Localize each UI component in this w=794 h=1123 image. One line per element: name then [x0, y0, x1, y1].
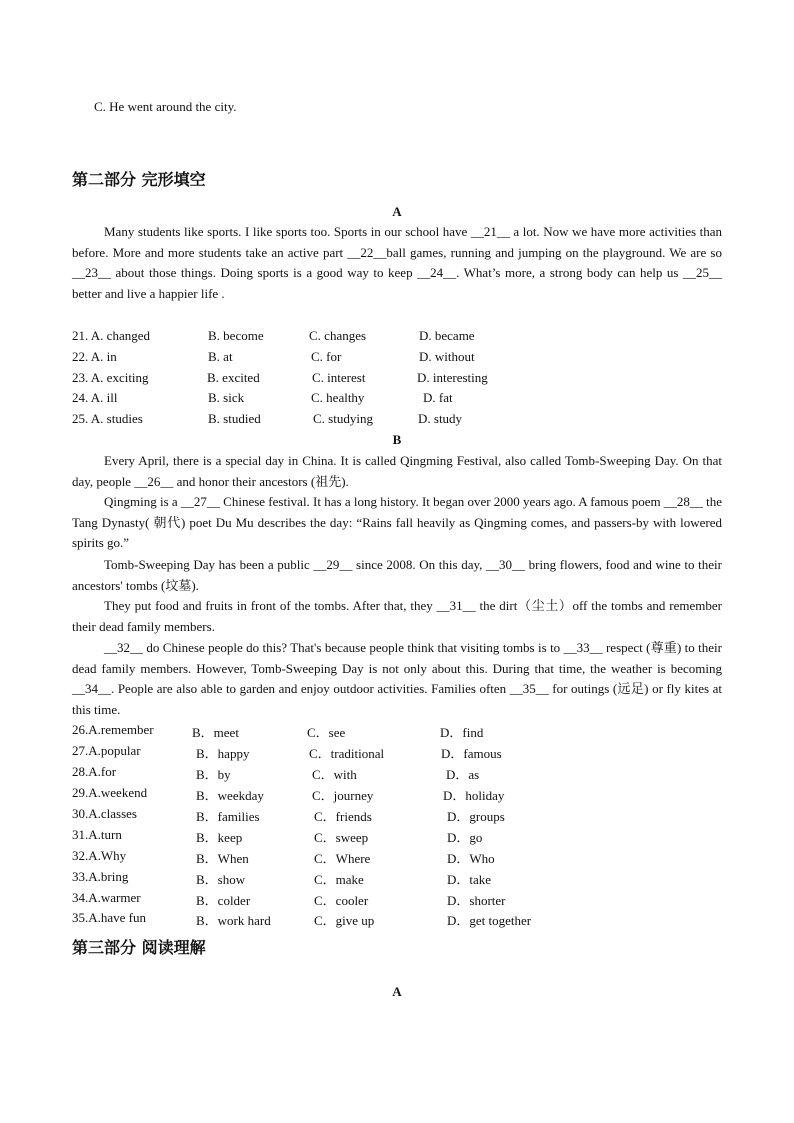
question-row	[72, 827, 732, 845]
option-c: C．traditional	[309, 746, 385, 761]
option-c: C．sweep	[314, 830, 369, 845]
question-row	[72, 764, 732, 782]
option-d: D．find	[440, 725, 484, 740]
option-d: D．go	[447, 830, 483, 845]
option-b: B．weekday	[196, 788, 264, 803]
option-a: 27.A.popular	[72, 743, 141, 758]
option-b: B．colder	[196, 893, 251, 908]
option-a: 34.A.warmer	[72, 890, 141, 905]
option-d: D. fat	[423, 390, 453, 405]
option-b: B．happy	[196, 746, 250, 761]
question-row	[72, 848, 732, 866]
option-a: 31.A.turn	[72, 827, 122, 842]
option-c: C. interest	[312, 370, 366, 385]
passage-b-paragraph: __32__ do Chinese people do this? That's because people think that visiting tombs is to __33__ respect (尊重) to their dead family members. However, Tomb-Sweeping Day is not only about this. During that time, the weather is becoming __34__. People are also able to garden and enjoy outdoor activities. Families often __35__ for outings (远足) or fly kites at this time.	[72, 640, 722, 718]
question-row	[72, 349, 732, 367]
passage-b-paragraph: Qingming is a __27__ Chinese festival. It has a long history. It began over 2000 years ago. A famous poem __28__ the Tang Dynasty( 朝代) poet Du Mu describes the day: “Rains fall heavily as Qingming comes, and passers-by with lowered spirits go.”	[72, 494, 722, 551]
option-b: B. excited	[207, 370, 260, 385]
option-a: 32.A.Why	[72, 848, 127, 863]
question-row	[72, 806, 732, 824]
option-d: D. interesting	[417, 370, 488, 385]
option-b: B．families	[196, 809, 260, 824]
question-row	[72, 390, 732, 408]
option-c: C. for	[311, 349, 342, 364]
part3-section-a-label: A	[392, 984, 402, 999]
option-a: 23. A. exciting	[72, 370, 149, 385]
question-row	[72, 722, 732, 740]
passage-a-paragraph: Many students like sports. I like sports too. Sports in our school have __21__ a lot. Now we have more activities than before. More and more students take an active part __22__ball games, running and jumping on the playground. We are so __23__ about those things. Doing sports is a good way to keep __24__. What’s more, a strong body can help us __25__ better and live a happier life .	[72, 224, 722, 302]
question-row	[72, 411, 732, 429]
option-a: 24. A. ill	[72, 390, 118, 405]
option-c: C. healthy	[311, 390, 365, 405]
part2-heading: 第二部分 完形填空	[72, 170, 206, 189]
option-c: C．with	[312, 767, 357, 782]
option-c: C．make	[314, 872, 364, 887]
option-c: C．see	[307, 725, 346, 740]
option-a: 30.A.classes	[72, 806, 137, 821]
option-d: D．Who	[447, 851, 495, 866]
question-row	[72, 370, 732, 388]
option-d: D．get together	[447, 913, 532, 928]
option-a: 29.A.weekend	[72, 785, 148, 800]
option-b: B. at	[208, 349, 233, 364]
passage-b-paragraph: They put food and fruits in front of the tombs. After that, they __31__ the dirt（尘土）off the tombs and remember their dead family members.	[72, 598, 722, 634]
option-d: D. study	[418, 411, 463, 426]
option-c: C. studying	[313, 411, 373, 426]
option-b: B．meet	[192, 725, 239, 740]
option-c: C．cooler	[314, 893, 369, 908]
question-row	[72, 890, 732, 908]
option-a: 22. A. in	[72, 349, 117, 364]
option-a: 33.A.bring	[72, 869, 129, 884]
option-d: D．shorter	[447, 893, 506, 908]
option-c: C．give up	[314, 913, 375, 928]
passage-b-paragraph: Every April, there is a special day in China. It is called Qingming Festival, also called Tomb-Sweeping Day. On that day, people __26__ and honor their ancestors (祖先).	[72, 453, 722, 489]
option-a: 26.A.remember	[72, 722, 154, 737]
option-b: B. become	[208, 328, 264, 343]
question-row	[72, 785, 732, 803]
option-a: 28.A.for	[72, 764, 117, 779]
option-a: 25. A. studies	[72, 411, 143, 426]
previous-option-c: C. He went around the city.	[94, 99, 237, 114]
option-d: D. without	[419, 349, 475, 364]
option-d: D. became	[419, 328, 475, 343]
option-a: 35.A.have fun	[72, 910, 147, 925]
section-a-label: A	[392, 204, 402, 219]
option-c: C．Where	[314, 851, 371, 866]
option-c: C. changes	[309, 328, 367, 343]
option-d: D．take	[447, 872, 492, 887]
option-c: C．journey	[312, 788, 374, 803]
question-row	[72, 910, 732, 928]
option-b: B．keep	[196, 830, 243, 845]
question-row	[72, 743, 732, 761]
section-b-label: B	[392, 432, 402, 447]
option-a: 21. A. changed	[72, 328, 150, 343]
option-b: B．When	[196, 851, 249, 866]
option-d: D．holiday	[443, 788, 505, 803]
question-row	[72, 869, 732, 887]
part3-heading: 第三部分 阅读理解	[72, 938, 206, 957]
passage-b-paragraph: Tomb-Sweeping Day has been a public __29__ since 2008. On this day, __30__ bring flowers, food and wine to their ancestors' tombs (坟墓).	[72, 557, 722, 593]
option-b: B．show	[196, 872, 246, 887]
option-d: D．famous	[441, 746, 502, 761]
option-d: D．groups	[447, 809, 505, 824]
option-c: C．friends	[314, 809, 372, 824]
option-b: B．by	[196, 767, 231, 782]
option-b: B．work hard	[196, 913, 271, 928]
option-b: B. studied	[208, 411, 261, 426]
option-d: D．as	[446, 767, 480, 782]
question-row	[72, 328, 732, 346]
option-b: B. sick	[208, 390, 245, 405]
